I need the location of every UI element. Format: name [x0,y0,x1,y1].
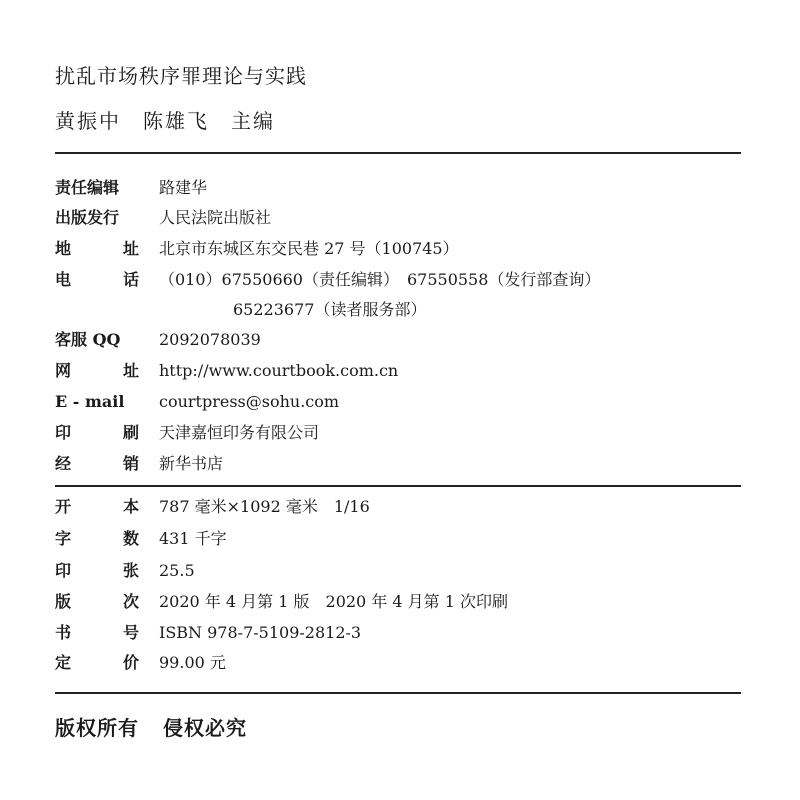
label-email: E - mail [55,392,125,411]
divider-top [55,152,741,154]
value-publisher: 人民法院出版社 [159,208,272,227]
book-title: 扰乱市场秩序罪理论与实践 [55,64,307,88]
editor-name-1: 黄振中 [55,109,121,133]
label-format: 开 本 [55,497,139,516]
label-isbn: 书 号 [55,623,139,642]
value-price: 99.00 元 [159,653,226,672]
value-address: 北京市东城区东交民巷 27 号（100745） [159,239,459,258]
label-printer: 印 刷 [55,423,139,442]
value-website: http://www.courtbook.com.cn [159,361,399,380]
value-distributor: 新华书店 [159,454,224,473]
label-price: 定 价 [55,653,139,672]
value-format: 787 毫米×1092 毫米 1/16 [159,497,370,516]
copyright-text: 版权所有 [55,716,139,740]
editor-role: 主编 [231,109,275,133]
editor-name-2: 陈雄飞 [143,109,209,133]
label-word-count: 字 数 [55,529,139,548]
value-responsible-editor: 路建华 [159,178,208,197]
value-word-count: 431 千字 [159,529,227,548]
label-phone: 电 话 [55,270,139,289]
divider-bottom [55,692,741,694]
label-printed-sheets: 印 张 [55,561,139,580]
divider-middle [55,485,741,487]
value-service-qq: 2092078039 [159,330,261,349]
label-website: 网 址 [55,361,139,380]
label-publisher: 出版发行 [55,208,120,227]
value-phone-1: （010）67550660（责任编辑） 67550558（发行部查询） [159,270,601,289]
label-responsible-editor: 责任编辑 [55,178,120,197]
value-printer: 天津嘉恒印务有限公司 [159,423,320,442]
value-email: courtpress@sohu.com [159,392,340,411]
label-service-qq: 客服 QQ [55,330,121,349]
value-isbn: ISBN 978-7-5109-2812-3 [159,623,362,642]
value-printed-sheets: 25.5 [159,561,195,580]
value-edition: 2020 年 4 月第 1 版 2020 年 4 月第 1 次印刷 [159,592,509,611]
label-address: 地 址 [55,239,139,258]
label-edition: 版 次 [55,592,139,611]
value-phone-2: 65223677（读者服务部） [233,300,427,319]
infringement-text: 侵权必究 [163,716,247,740]
editors-line [55,105,275,134]
label-distributor: 经 销 [55,454,139,473]
copyright-notice [55,712,271,741]
